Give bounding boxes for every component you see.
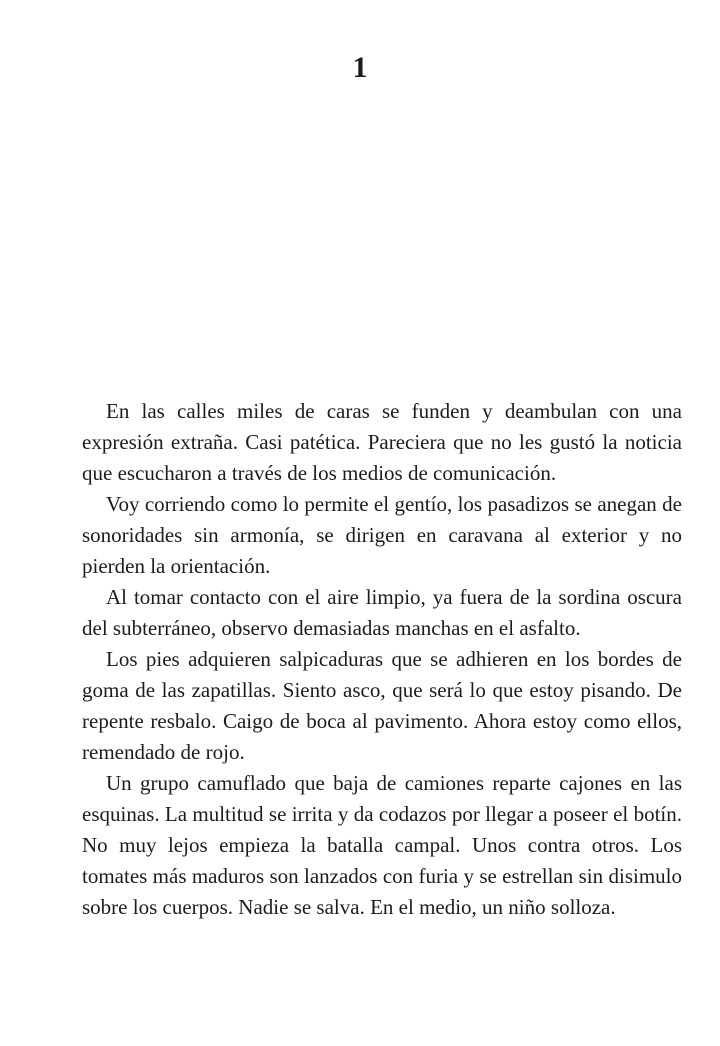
chapter-body [82, 396, 682, 923]
chapter-number: 1 [352, 51, 368, 84]
paragraph: Un grupo camuflado que baja de camiones reparte cajones en las esquinas. La multitud se irrita y da codazos por llegar a poseer el botín. No muy lejos empieza la batalla campal. Unos contra otros. Los tomates más maduros son lanzados con furia y se estrellan sin disimulo sobre los cuerpos. Nadie se salva. En el medio, un niño solloza. [82, 771, 682, 919]
paragraph: Al tomar contacto con el aire limpio, ya fuera de la sordina oscura del subterráneo, observo demasiadas manchas en el asfalto. [82, 585, 682, 640]
paragraph: Voy corriendo como lo permite el gentío, los pasadizos se anegan de sonoridades sin armonía, se dirigen en caravana al exterior y no pierden la orientación. [82, 492, 682, 578]
paragraph: En las calles miles de caras se funden y deambulan con una expresión extraña. Casi patética. Pareciera que no les gustó la noticia que escucharon a través de los medios de comunicación. [82, 399, 682, 485]
paragraph: Los pies adquieren salpicaduras que se adhieren en los bordes de goma de las zapatillas. Siento asco, que será lo que estoy pisando. De repente resbalo. Caigo de boca al pavimento. Ahora estoy como ellos, remendado de rojo. [82, 647, 682, 764]
